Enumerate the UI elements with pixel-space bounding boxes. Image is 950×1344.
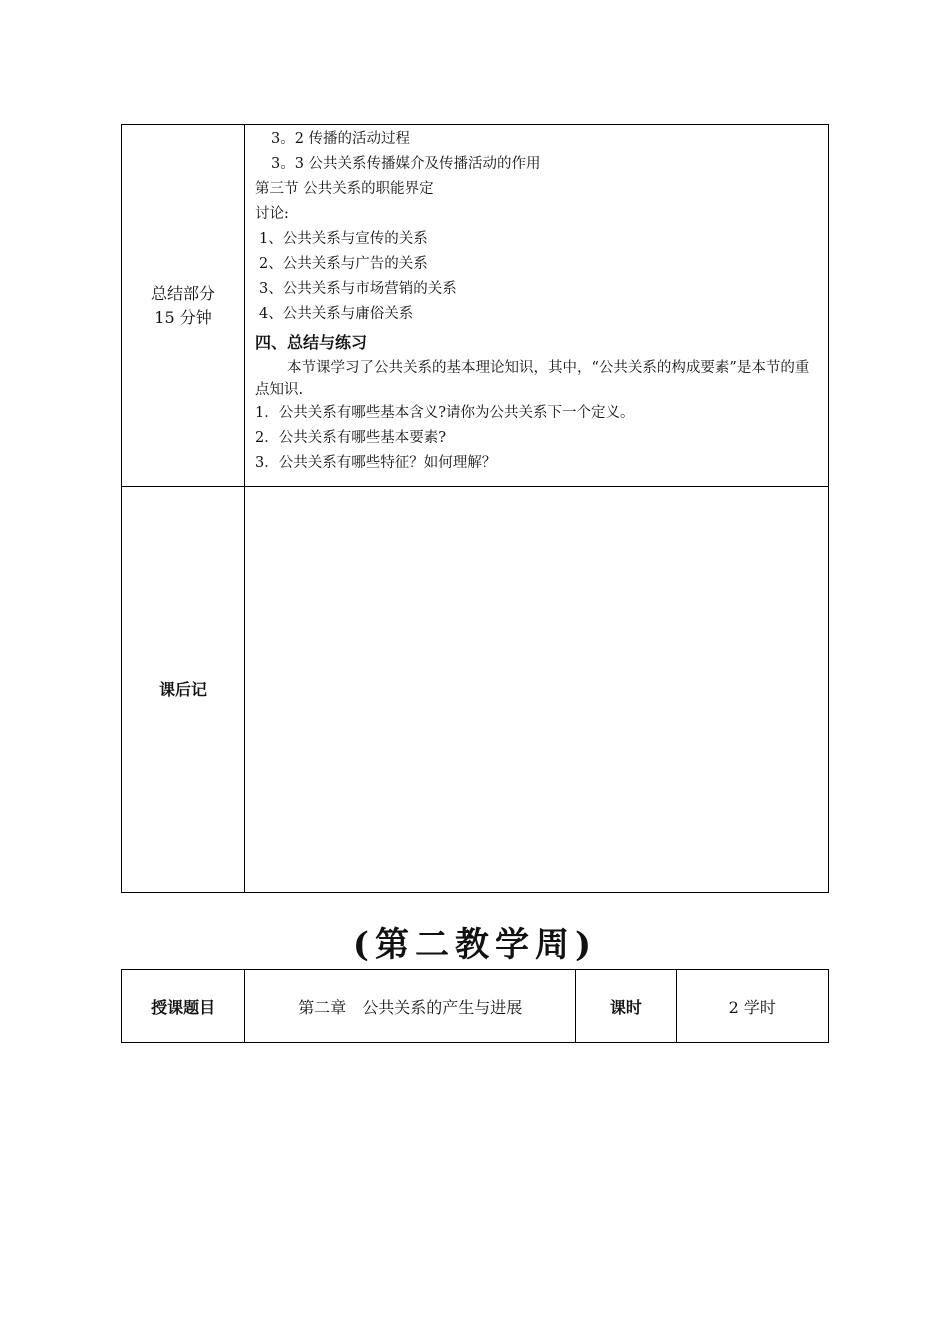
topic-label: 授课题目 [122,970,245,1043]
summary-label-line2: 15 分钟 [154,307,212,327]
lesson-table [121,124,829,893]
summary-content-cell [245,125,829,487]
question-item: 3．公共关系有哪些特征？如何理解？ [255,455,497,471]
notes-row [122,487,829,893]
topic-row [122,970,829,1043]
content-line: 3、公共关系与市场营销的关系 [259,281,457,297]
content-line: 讨论: [255,206,289,222]
summary-paragraph-text: 本节课学习了公共关系的基本理论知识，其中，“公共关系的构成要素”是本节的重点知识. [255,360,810,398]
notes-label: 课后记 [122,487,245,893]
content-line: 4、公共关系与庸俗关系 [259,306,414,322]
content-line: 2、公共关系与广告的关系 [259,256,428,272]
summary-label-cell [122,125,245,487]
week-title: (第二教学周) [352,925,598,965]
content-line: 1、公共关系与宣传的关系 [259,231,428,247]
content-line: 3。2 传播的活动过程 [271,131,411,147]
content-line: 3。3 公共关系传播媒介及传播活动的作用 [271,156,541,172]
summary-paragraph [255,357,828,401]
question-item: 2．公共关系有哪些基本要素? [255,430,446,446]
topic-value: 第二章 公共关系的产生与进展 [245,970,576,1043]
hours-label: 课时 [576,970,676,1043]
question-item: 1．公共关系有哪些基本含义?请你为公共关系下一个定义。 [255,405,635,421]
content-line: 第三节 公共关系的职能界定 [255,181,434,197]
summary-label-line1: 总结部分 [150,283,215,303]
hours-value: 2 学时 [676,970,828,1043]
course-topic-table [121,969,829,1043]
summary-row [122,125,829,487]
section-heading: 四、总结与练习 [255,333,368,352]
notes-content-cell [245,487,829,893]
